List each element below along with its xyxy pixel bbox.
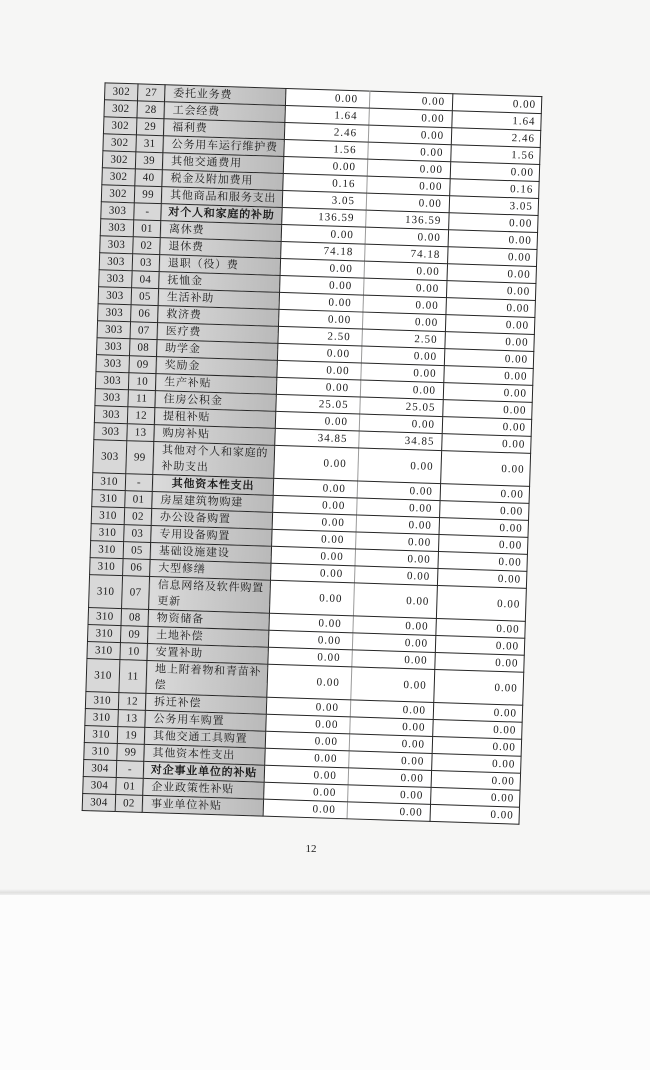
amount-cell-2: 34.85 <box>359 431 442 451</box>
amount-cell-2: 0.00 <box>349 751 432 771</box>
amount-cell-2: 0.00 <box>360 380 443 400</box>
class-code-cell: 303 <box>94 406 128 424</box>
amount-cell-1: 2.50 <box>278 326 362 346</box>
amount-cell-3: 0.00 <box>446 298 535 318</box>
amount-cell-1: 0.00 <box>272 529 356 549</box>
class-code-cell: 302 <box>102 151 136 169</box>
amount-cell-3: 0.00 <box>443 400 532 420</box>
item-code-cell: 29 <box>136 118 164 136</box>
item-code-cell: 09 <box>120 626 148 644</box>
item-name-cell: 离休费 <box>160 221 281 242</box>
class-code-cell: 302 <box>102 168 136 186</box>
amount-cell-3: 0.00 <box>450 162 539 182</box>
amount-cell-1: 136.59 <box>282 207 366 227</box>
amount-cell-1: 0.00 <box>264 765 348 785</box>
class-code-cell: 303 <box>94 423 128 441</box>
amount-cell-1: 0.00 <box>275 411 359 431</box>
amount-cell-1: 2.46 <box>284 123 368 143</box>
amount-cell-1: 0.00 <box>273 495 357 515</box>
item-name-cell: 企业政策性补贴 <box>143 778 264 799</box>
item-code-cell: 01 <box>133 220 161 238</box>
item-name-cell: 大型修缮 <box>150 559 271 580</box>
amount-cell-3: 3.05 <box>449 196 538 216</box>
item-code-cell: 99 <box>117 744 145 762</box>
item-code-cell: 05 <box>123 542 151 560</box>
item-name-cell: 基础设施建设 <box>150 542 271 563</box>
item-name-cell: 助学金 <box>156 340 277 361</box>
amount-cell-1: 34.85 <box>275 428 359 448</box>
class-code-cell: 310 <box>90 558 124 576</box>
class-code-cell: 303 <box>93 440 127 474</box>
amount-cell-2: 0.00 <box>361 363 444 383</box>
item-name-cell: 地上附着物和青苗补偿 <box>146 660 268 697</box>
item-code-cell: 03 <box>132 254 160 272</box>
item-code-cell: 99 <box>126 441 154 475</box>
class-code-cell: 302 <box>104 100 138 118</box>
amount-cell-1: 0.00 <box>281 224 365 244</box>
class-code-cell: 310 <box>91 507 125 525</box>
amount-cell-3: 1.64 <box>452 111 541 131</box>
item-name-cell: 对个人和家庭的补助 <box>161 204 282 225</box>
class-code-cell: 304 <box>83 759 117 777</box>
amount-cell-2: 0.00 <box>357 498 440 518</box>
amount-cell-2: 0.00 <box>364 278 447 298</box>
amount-cell-1: 1.64 <box>285 106 369 126</box>
class-code-cell: 310 <box>84 726 118 744</box>
expenditure-table <box>82 82 543 824</box>
item-code-cell: 04 <box>132 271 160 289</box>
item-name-cell: 购房补贴 <box>154 425 275 446</box>
class-code-cell: 310 <box>90 541 124 559</box>
item-code-cell: 13 <box>127 424 155 442</box>
item-code-cell: 02 <box>115 795 143 813</box>
amount-cell-1: 0.00 <box>265 748 349 768</box>
amount-cell-1: 0.00 <box>268 630 352 650</box>
amount-cell-1: 0.00 <box>265 731 349 751</box>
item-code-cell: 28 <box>137 101 165 119</box>
amount-cell-2: 0.00 <box>356 532 439 552</box>
amount-cell-2: 136.59 <box>366 210 449 230</box>
item-code-cell: 10 <box>120 643 148 661</box>
item-name-cell: 福利费 <box>163 119 284 140</box>
amount-cell-2: 0.00 <box>362 312 445 332</box>
amount-cell-2: 0.00 <box>354 566 437 586</box>
amount-cell-1: 0.00 <box>270 563 354 583</box>
amount-cell-1: 0.00 <box>263 799 347 819</box>
item-code-cell: 05 <box>131 288 159 306</box>
amount-cell-3: 0.00 <box>433 719 522 739</box>
expenditure-table-wrapper <box>82 82 542 824</box>
amount-cell-1: 0.00 <box>266 714 350 734</box>
class-code-cell: 303 <box>100 236 134 254</box>
amount-cell-1: 0.00 <box>278 309 362 329</box>
item-name-cell: 抚恤金 <box>159 272 280 293</box>
amount-cell-1: 0.00 <box>269 580 354 616</box>
class-code-cell: 302 <box>103 134 137 152</box>
amount-cell-1: 0.00 <box>273 478 357 498</box>
amount-cell-3: 0.00 <box>432 753 521 773</box>
amount-cell-2: 0.00 <box>357 481 440 501</box>
amount-cell-1: 1.56 <box>284 139 368 159</box>
item-code-cell: 11 <box>119 660 147 694</box>
item-name-cell: 对企事业单位的补贴 <box>143 761 264 782</box>
item-code-cell: 39 <box>135 152 163 170</box>
item-code-cell: 07 <box>130 322 158 340</box>
item-code-cell: 11 <box>128 390 156 408</box>
item-name-cell: 税金及附加费用 <box>162 170 283 191</box>
amount-cell-1: 0.00 <box>264 782 348 802</box>
amount-cell-1: 74.18 <box>281 241 365 261</box>
item-code-cell: 02 <box>133 237 161 255</box>
item-code-cell: 01 <box>125 491 153 509</box>
amount-cell-2: 0.00 <box>353 616 436 636</box>
amount-cell-3: 0.00 <box>440 484 529 504</box>
class-code-cell: 303 <box>96 355 130 373</box>
class-code-cell: 303 <box>95 372 129 390</box>
amount-cell-2: 25.05 <box>360 397 443 417</box>
item-code-cell: 06 <box>123 559 151 577</box>
amount-cell-1: 0.00 <box>271 546 355 566</box>
amount-cell-3: 0.00 <box>448 230 537 250</box>
amount-cell-3: 0.00 <box>430 804 519 824</box>
amount-cell-2: 0.00 <box>350 700 433 720</box>
item-code-cell: 19 <box>117 727 145 745</box>
amount-cell-3: 0.00 <box>438 552 527 572</box>
item-name-cell: 救济费 <box>158 306 279 327</box>
amount-cell-3: 0.00 <box>445 315 534 335</box>
item-name-cell: 其他对个人和家庭的补助支出 <box>153 442 275 479</box>
amount-cell-2: 0.00 <box>347 802 430 822</box>
amount-cell-2: 0.00 <box>352 650 435 670</box>
amount-cell-1: 0.00 <box>267 664 352 700</box>
item-code-cell: 31 <box>136 135 164 153</box>
item-name-cell: 其他商品和服务支出 <box>161 187 282 208</box>
item-name-cell: 住房公积金 <box>155 391 276 412</box>
item-code-cell: 02 <box>124 508 152 526</box>
amount-cell-2: 0.00 <box>356 515 439 535</box>
amount-cell-3: 0.00 <box>452 94 541 114</box>
class-code-cell: 303 <box>101 202 135 220</box>
class-code-cell: 303 <box>97 321 131 339</box>
amount-cell-3: 0.00 <box>449 213 538 233</box>
amount-cell-2: 0.00 <box>351 667 435 703</box>
item-name-cell: 公务用车购置 <box>145 710 266 731</box>
table-body <box>82 83 542 824</box>
class-code-cell: 303 <box>99 270 133 288</box>
amount-cell-3: 0.00 <box>442 434 531 454</box>
amount-cell-1: 0.00 <box>277 343 361 363</box>
amount-cell-3: 0.00 <box>436 619 525 639</box>
class-code-cell: 303 <box>98 287 132 305</box>
item-name-cell: 工会经费 <box>164 102 285 123</box>
item-name-cell: 事业单位补贴 <box>142 795 263 816</box>
amount-cell-3: 0.00 <box>435 652 524 672</box>
amount-cell-3: 0.00 <box>443 383 532 403</box>
amount-cell-3: 0.00 <box>448 247 537 267</box>
amount-cell-2: 0.00 <box>369 91 452 111</box>
amount-cell-2: 0.00 <box>353 583 437 619</box>
item-code-cell: 07 <box>122 576 150 610</box>
amount-cell-3: 0.00 <box>446 281 535 301</box>
class-code-cell: 303 <box>95 389 129 407</box>
item-name-cell: 办公设备购置 <box>151 509 272 530</box>
item-name-cell: 其他交通工具购置 <box>144 727 265 748</box>
amount-cell-2: 74.18 <box>365 244 448 264</box>
item-name-cell: 房屋建筑物购建 <box>152 492 273 513</box>
class-code-cell: 310 <box>92 490 126 508</box>
amount-cell-2: 0.00 <box>368 125 451 145</box>
item-code-cell: 01 <box>116 778 144 796</box>
amount-cell-3: 0.00 <box>440 501 529 521</box>
amount-cell-2: 0.00 <box>368 142 451 162</box>
amount-cell-1: 0.00 <box>285 89 369 109</box>
item-name-cell: 生产补贴 <box>155 374 276 395</box>
amount-cell-1: 0.00 <box>268 647 352 667</box>
amount-cell-1: 25.05 <box>276 394 360 414</box>
item-code-cell: 08 <box>129 339 157 357</box>
item-name-cell: 委托业务费 <box>164 85 285 106</box>
amount-cell-1: 0.00 <box>272 512 356 532</box>
class-code-cell: 303 <box>99 253 133 271</box>
class-code-cell: 302 <box>103 117 137 135</box>
amount-cell-2: 0.00 <box>364 261 447 281</box>
item-code-cell: 09 <box>129 356 157 374</box>
item-code-cell: 99 <box>134 186 162 204</box>
class-code-cell: 303 <box>96 338 130 356</box>
amount-cell-2: 0.00 <box>363 295 446 315</box>
amount-cell-2: 0.00 <box>355 549 438 569</box>
item-name-cell: 其他资本性支出 <box>144 744 265 765</box>
item-name-cell: 公务用车运行维护费 <box>163 136 284 157</box>
amount-cell-2: 0.00 <box>348 785 431 805</box>
item-code-cell: - <box>116 761 144 779</box>
item-code-cell: 12 <box>127 407 155 425</box>
page-number: 12 <box>305 843 317 855</box>
amount-cell-3: 2.46 <box>451 128 540 148</box>
class-code-cell: 304 <box>83 776 117 794</box>
item-name-cell: 生活补助 <box>158 289 279 310</box>
amount-cell-2: 0.00 <box>352 633 435 653</box>
amount-cell-3: 0.00 <box>441 451 531 487</box>
class-code-cell: 310 <box>92 473 126 491</box>
amount-cell-2: 0.00 <box>367 176 450 196</box>
class-code-cell: 310 <box>86 659 120 693</box>
item-code-cell: 27 <box>137 84 165 102</box>
amount-cell-2: 2.50 <box>362 329 445 349</box>
item-name-cell: 退职（役）费 <box>159 255 280 276</box>
class-code-cell: 302 <box>105 83 139 101</box>
amount-cell-3: 0.00 <box>444 349 533 369</box>
amount-cell-3: 0.00 <box>435 635 524 655</box>
amount-cell-2: 0.00 <box>350 717 433 737</box>
class-code-cell: 310 <box>85 692 119 710</box>
amount-cell-1: 0.00 <box>279 292 363 312</box>
amount-cell-3: 0.00 <box>431 770 520 790</box>
amount-cell-2: 0.00 <box>348 768 431 788</box>
item-name-cell: 专用设备购置 <box>151 525 272 546</box>
item-name-cell: 拆迁补偿 <box>145 693 266 714</box>
amount-cell-1: 0.00 <box>269 613 353 633</box>
item-code-cell: 40 <box>135 169 163 187</box>
item-code-cell: 12 <box>118 693 146 711</box>
amount-cell-2: 0.00 <box>358 448 442 484</box>
amount-cell-1: 0.00 <box>283 156 367 176</box>
amount-cell-3: 0.00 <box>434 669 524 705</box>
item-name-cell: 奖励金 <box>156 357 277 378</box>
amount-cell-1: 3.05 <box>282 190 366 210</box>
amount-cell-1: 0.00 <box>280 258 364 278</box>
amount-cell-3: 0.00 <box>436 586 526 622</box>
item-code-cell: 06 <box>131 305 159 323</box>
amount-cell-2: 0.00 <box>361 346 444 366</box>
class-code-cell: 310 <box>89 575 123 609</box>
amount-cell-3: 0.00 <box>431 787 520 807</box>
amount-cell-3: 0.00 <box>447 264 536 284</box>
item-name-cell: 医疗费 <box>157 323 278 344</box>
class-code-cell: 310 <box>88 608 122 626</box>
amount-cell-2: 0.00 <box>359 414 442 434</box>
item-name-cell: 退休费 <box>160 238 281 259</box>
class-code-cell: 310 <box>85 709 119 727</box>
class-code-cell: 310 <box>91 524 125 542</box>
amount-cell-2: 0.00 <box>367 159 450 179</box>
class-code-cell: 302 <box>101 185 135 203</box>
amount-cell-3: 1.56 <box>451 145 540 165</box>
amount-cell-2: 0.00 <box>349 734 432 754</box>
amount-cell-3: 0.00 <box>444 366 533 386</box>
item-code-cell: 08 <box>121 609 149 627</box>
item-name-cell: 安置补助 <box>147 643 268 664</box>
amount-cell-1: 0.00 <box>276 377 360 397</box>
amount-cell-3: 0.00 <box>439 518 528 538</box>
amount-cell-3: 0.00 <box>445 332 534 352</box>
blank-lower-area <box>0 895 650 1070</box>
item-name-cell: 物资储备 <box>148 609 269 630</box>
amount-cell-3: 0.16 <box>450 179 539 199</box>
item-name-cell: 其他交通费用 <box>162 153 283 174</box>
class-code-cell: 310 <box>84 743 118 761</box>
item-name-cell: 提租补贴 <box>154 408 275 429</box>
amount-cell-3: 0.00 <box>437 569 526 589</box>
amount-cell-3: 0.00 <box>433 702 522 722</box>
class-code-cell: 303 <box>100 219 134 237</box>
item-name-cell: 信息网络及软件购置更新 <box>149 576 271 613</box>
class-code-cell: 304 <box>82 793 116 811</box>
amount-cell-3: 0.00 <box>442 417 531 437</box>
amount-cell-1: 0.00 <box>274 445 359 481</box>
item-code-cell: 13 <box>118 710 146 728</box>
amount-cell-1: 0.00 <box>280 275 364 295</box>
item-code-cell: - <box>134 203 162 221</box>
amount-cell-2: 0.00 <box>369 108 452 128</box>
item-code-cell: - <box>125 474 153 492</box>
amount-cell-1: 0.16 <box>283 173 367 193</box>
amount-cell-2: 0.00 <box>366 193 449 213</box>
class-code-cell: 310 <box>87 625 121 643</box>
class-code-cell: 303 <box>98 304 132 322</box>
amount-cell-1: 0.00 <box>266 697 350 717</box>
item-name-cell: 其他资本性支出 <box>152 475 273 496</box>
class-code-cell: 310 <box>87 642 121 660</box>
amount-cell-3: 0.00 <box>432 736 521 756</box>
item-name-cell: 土地补偿 <box>147 626 268 647</box>
amount-cell-3: 0.00 <box>438 535 527 555</box>
item-code-cell: 03 <box>124 525 152 543</box>
amount-cell-1: 0.00 <box>277 360 361 380</box>
amount-cell-2: 0.00 <box>365 227 448 247</box>
item-code-cell: 10 <box>128 373 156 391</box>
